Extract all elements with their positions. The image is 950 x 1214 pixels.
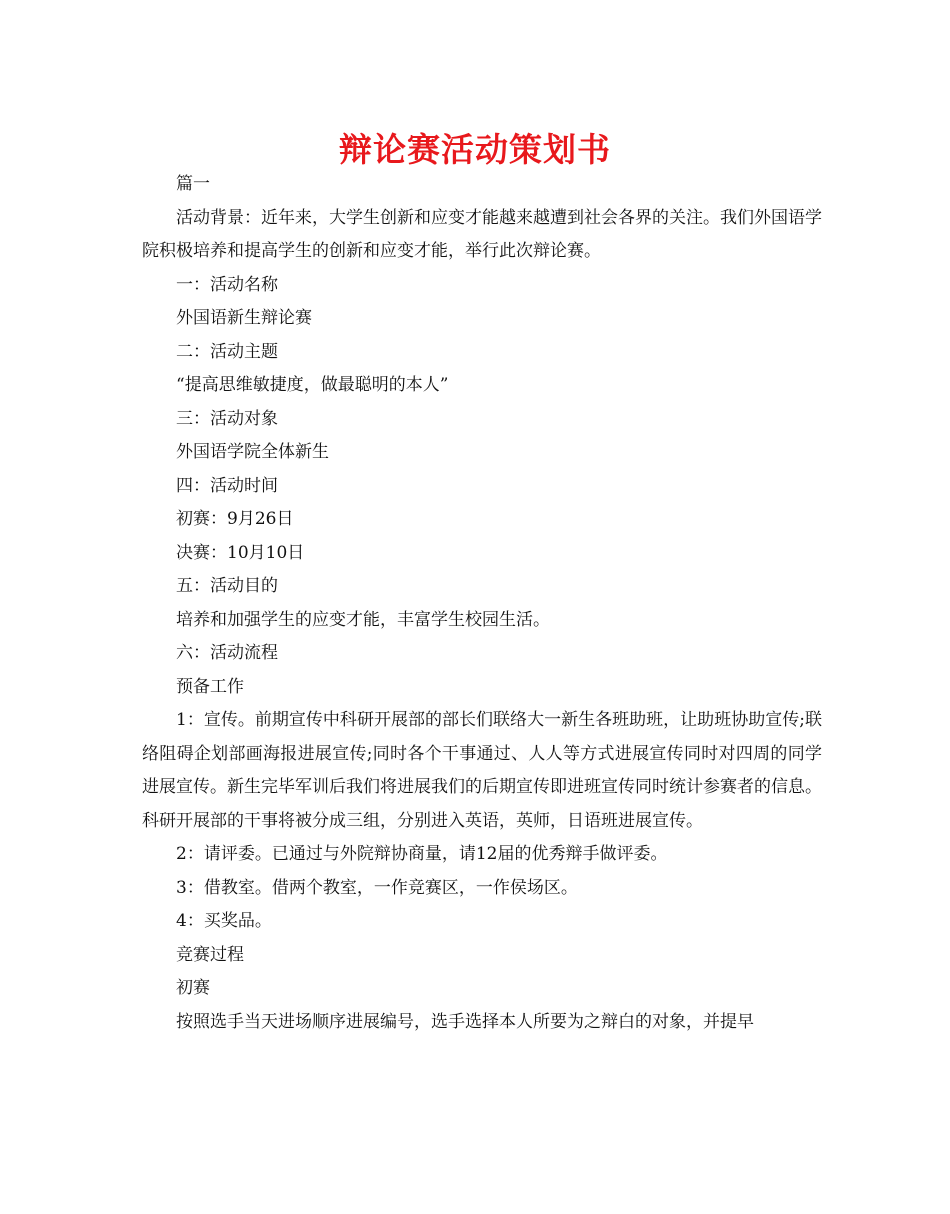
paragraph-classroom: 3：借教室。借两个教室，一作竞赛区，一作侯场区。 bbox=[176, 877, 578, 898]
heading-preparation: 预备工作 bbox=[176, 676, 244, 697]
paragraph-preliminary-date: 初赛：9月26日 bbox=[176, 509, 294, 529]
heading-activity-name: 一：活动名称 bbox=[176, 274, 278, 295]
heading-preliminary: 初赛 bbox=[176, 978, 210, 998]
document-title: 辩论赛活动策划书 bbox=[339, 130, 611, 169]
paragraph-preliminary-rules: 按照选手当天进场顺序进展编号，选手选择本人所要为之辩白的对象，并提早 bbox=[176, 1011, 754, 1032]
paragraph-section-label: 篇一 bbox=[176, 174, 210, 194]
paragraph-activity-theme: “提高思维敏捷度，做最聪明的本人” bbox=[176, 375, 449, 395]
heading-competition-process: 竞赛过程 bbox=[176, 944, 244, 965]
paragraph-prizes: 4：买奖品。 bbox=[176, 911, 272, 931]
heading-activity-target: 三：活动对象 bbox=[176, 408, 278, 429]
heading-activity-time: 四：活动时间 bbox=[176, 475, 278, 496]
paragraph-background: 活动背景：近年来，大学生创新和应变才能越来越遭到社会各界的关注。我们外国语学院积极培养和提高学生的创新和应变才能，举行此次辩论赛。 bbox=[142, 207, 822, 261]
heading-activity-process: 六：活动流程 bbox=[176, 643, 278, 663]
paragraph-judges: 2：请评委。已通过与外院辩协商量，请12届的优秀辩手做评委。 bbox=[176, 844, 668, 864]
paragraph-activity-name: 外国语新生辩论赛 bbox=[176, 308, 312, 328]
document-body bbox=[142, 168, 822, 1039]
heading-activity-purpose: 五：活动目的 bbox=[176, 576, 278, 596]
paragraph-activity-target: 外国语学院全体新生 bbox=[176, 442, 329, 462]
paragraph-final-date: 决赛：10月10日 bbox=[176, 542, 305, 563]
heading-activity-theme: 二：活动主题 bbox=[176, 341, 278, 362]
paragraph-activity-purpose: 培养和加强学生的应变才能，丰富学生校园生活。 bbox=[176, 609, 550, 630]
paragraph-publicity: 1：宣传。前期宣传中科研开展部的部长们联络大一新生各班助班，让助班协助宣传;联络阻碍企划部画海报进展宣传;同时各个干事通过、人人等方式进展宣传同时对四周的同学进展宣传。新生完毕军训后我们将进展我们的后期宣传即进班宣传同时统计参赛者的信息。科研开展部的干事将被分成三组，分别进入英语，英师，日语班进展宣传。 bbox=[142, 710, 822, 831]
